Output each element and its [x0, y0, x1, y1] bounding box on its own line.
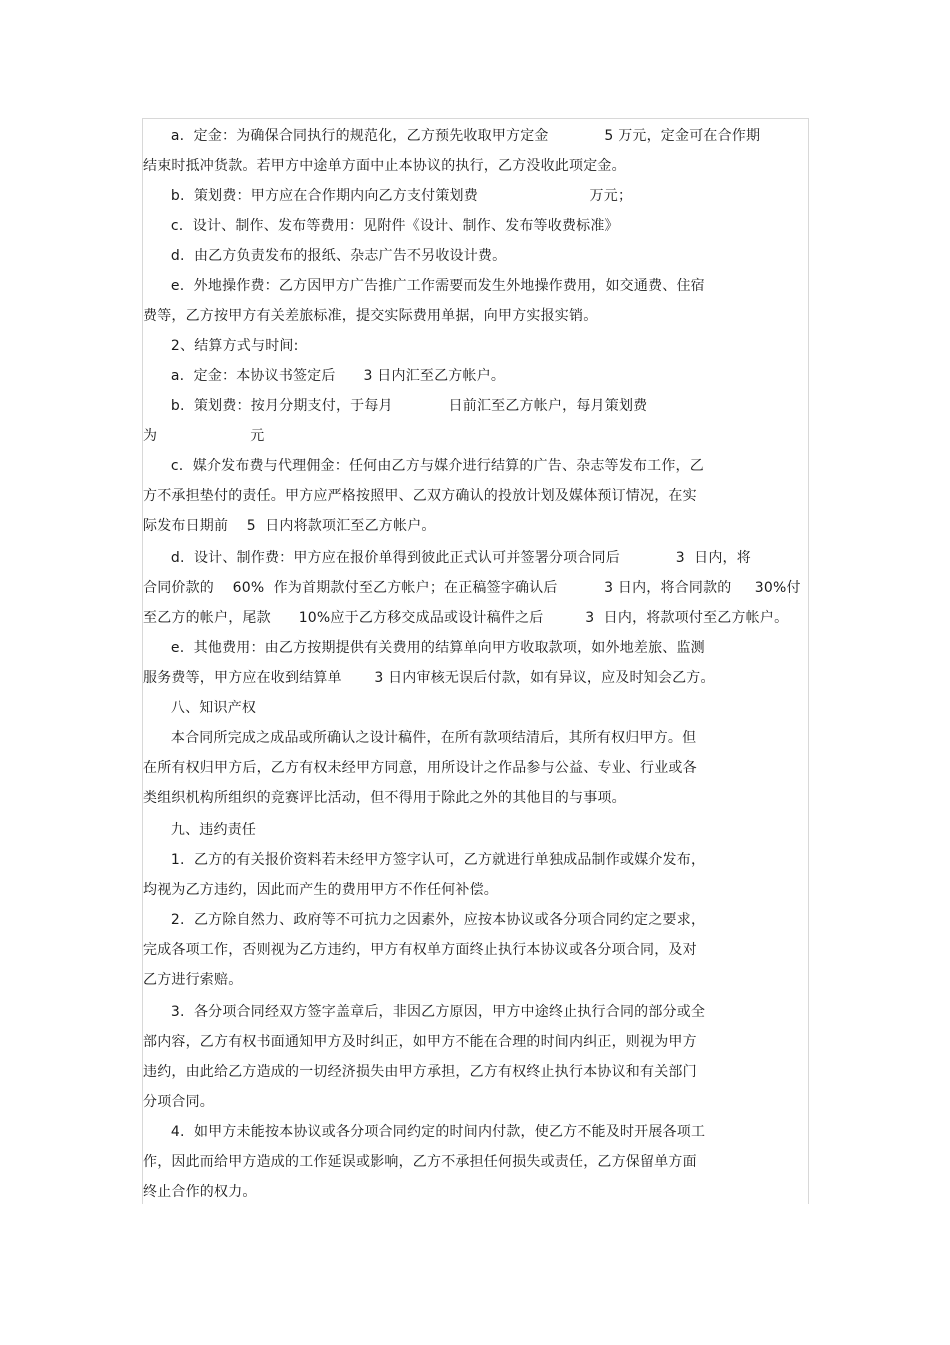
text-line: c. 媒介发布费与代理佣金：任何由乙方与媒介进行结算的广告、杂志等发布工作，乙	[143, 458, 704, 474]
text-line: 结束时抵冲货款。若甲方中途单方面中止本协议的执行，乙方没收此项定金。	[143, 158, 626, 174]
text-line: a. 定金：本协议书签定后 3 日内汇至乙方帐户。	[143, 368, 506, 384]
text-line: 2. 乙方除自然力、政府等不可抗力之因素外，应按本协议或各分项合同约定之要求，	[143, 912, 706, 928]
text-line: 4. 如甲方未能按本协议或各分项合同约定的时间内付款，使乙方不能及时开展各项工	[143, 1124, 706, 1140]
section-heading: 九、违约责任	[143, 822, 257, 838]
text-line: 2、结算方式与时间:	[143, 338, 299, 354]
text-line: 完成各项工作，否则视为乙方违约，甲方有权单方面终止执行本协议或各分项合同，及对	[143, 942, 697, 958]
text-line: 部内容，乙方有权书面通知甲方及时纠正，如甲方不能在合理的时间内纠正，则视为甲方	[143, 1034, 697, 1050]
text-line: 方不承担垫付的责任。甲方应严格按照甲、乙双方确认的投放计划及媒体预订情况，在实	[143, 488, 697, 504]
text-line: d. 设计、制作费：甲方应在报价单得到彼此正式认可并签署分项合同后 3 日内，将	[143, 550, 751, 566]
text-line: 终止合作的权力。	[143, 1184, 257, 1200]
text-line: 本合同所完成之成品或所确认之设计稿件，在所有款项结清后，其所有权归甲方。但	[143, 730, 697, 746]
text-line: 3. 各分项合同经双方签字盖章后，非因乙方原因，甲方中途终止执行合同的部分或全	[143, 1004, 706, 1020]
text-line: 为 元	[143, 428, 265, 444]
text-line: e. 其他费用：由乙方按期提供有关费用的结算单向甲方收取款项，如外地差旅、监测	[143, 640, 705, 656]
section-heading: 八、知识产权	[143, 700, 257, 716]
text-line: 类组织机构所组织的竞赛评比活动，但不得用于除此之外的其他目的与事项。	[143, 790, 626, 806]
text-line: 在所有权归甲方后，乙方有权未经甲方同意，用所设计之作品参与公益、专业、行业或各	[143, 760, 697, 776]
text-line: 分项合同。	[143, 1094, 214, 1110]
text-line: b. 策划费：按月分期支付，于每月 日前汇至乙方帐户，每月策划费	[143, 398, 648, 414]
text-line: 费等，乙方按甲方有关差旅标准，提交实际费用单据，向甲方实报实销。	[143, 308, 598, 324]
text-line: 乙方进行索赔。	[143, 972, 243, 988]
text-line: 际发布日期前 5 日内将款项汇至乙方帐户。	[143, 518, 436, 534]
text-line: c. 设计、制作、发布等费用：见附件《设计、制作、发布等收费标准》	[143, 218, 619, 234]
text-line: 1. 乙方的有关报价资料若未经甲方签字认可，乙方就进行单独成品制作或媒介发布，	[143, 852, 706, 868]
text-line: e. 外地操作费：乙方因甲方广告推广工作需要而发生外地操作费用，如交通费、住宿	[143, 278, 705, 294]
text-line: b. 策划费：甲方应在合作期内向乙方支付策划费 万元；	[143, 188, 633, 204]
text-line: 违约，由此给乙方造成的一切经济损失由甲方承担，乙方有权终止执行本协议和有关部门	[143, 1064, 697, 1080]
text-line: 合同价款的 60% 作为首期款付至乙方帐户；在正稿签字确认后 3 日内，将合同款的 30%付	[143, 580, 801, 596]
document-page	[142, 118, 809, 1204]
text-line: d. 由乙方负责发布的报纸、杂志广告不另收设计费。	[143, 248, 507, 264]
text-line: 服务费等，甲方应在收到结算单 3 日内审核无误后付款，如有异议，应及时知会乙方。	[143, 670, 715, 686]
text-line: 均视为乙方违约，因此而产生的费用甲方不作任何补偿。	[143, 882, 498, 898]
text-line: a. 定金：为确保合同执行的规范化，乙方预先收取甲方定金 5 万元，定金可在合作期	[143, 128, 761, 144]
text-line: 作，因此而给甲方造成的工作延误或影响，乙方不承担任何损失或责任，乙方保留单方面	[143, 1154, 697, 1170]
text-line: 至乙方的帐户，尾款 10%应于乙方移交成品或设计稿件之后 3 日内，将款项付至乙方帐户。	[143, 610, 789, 626]
